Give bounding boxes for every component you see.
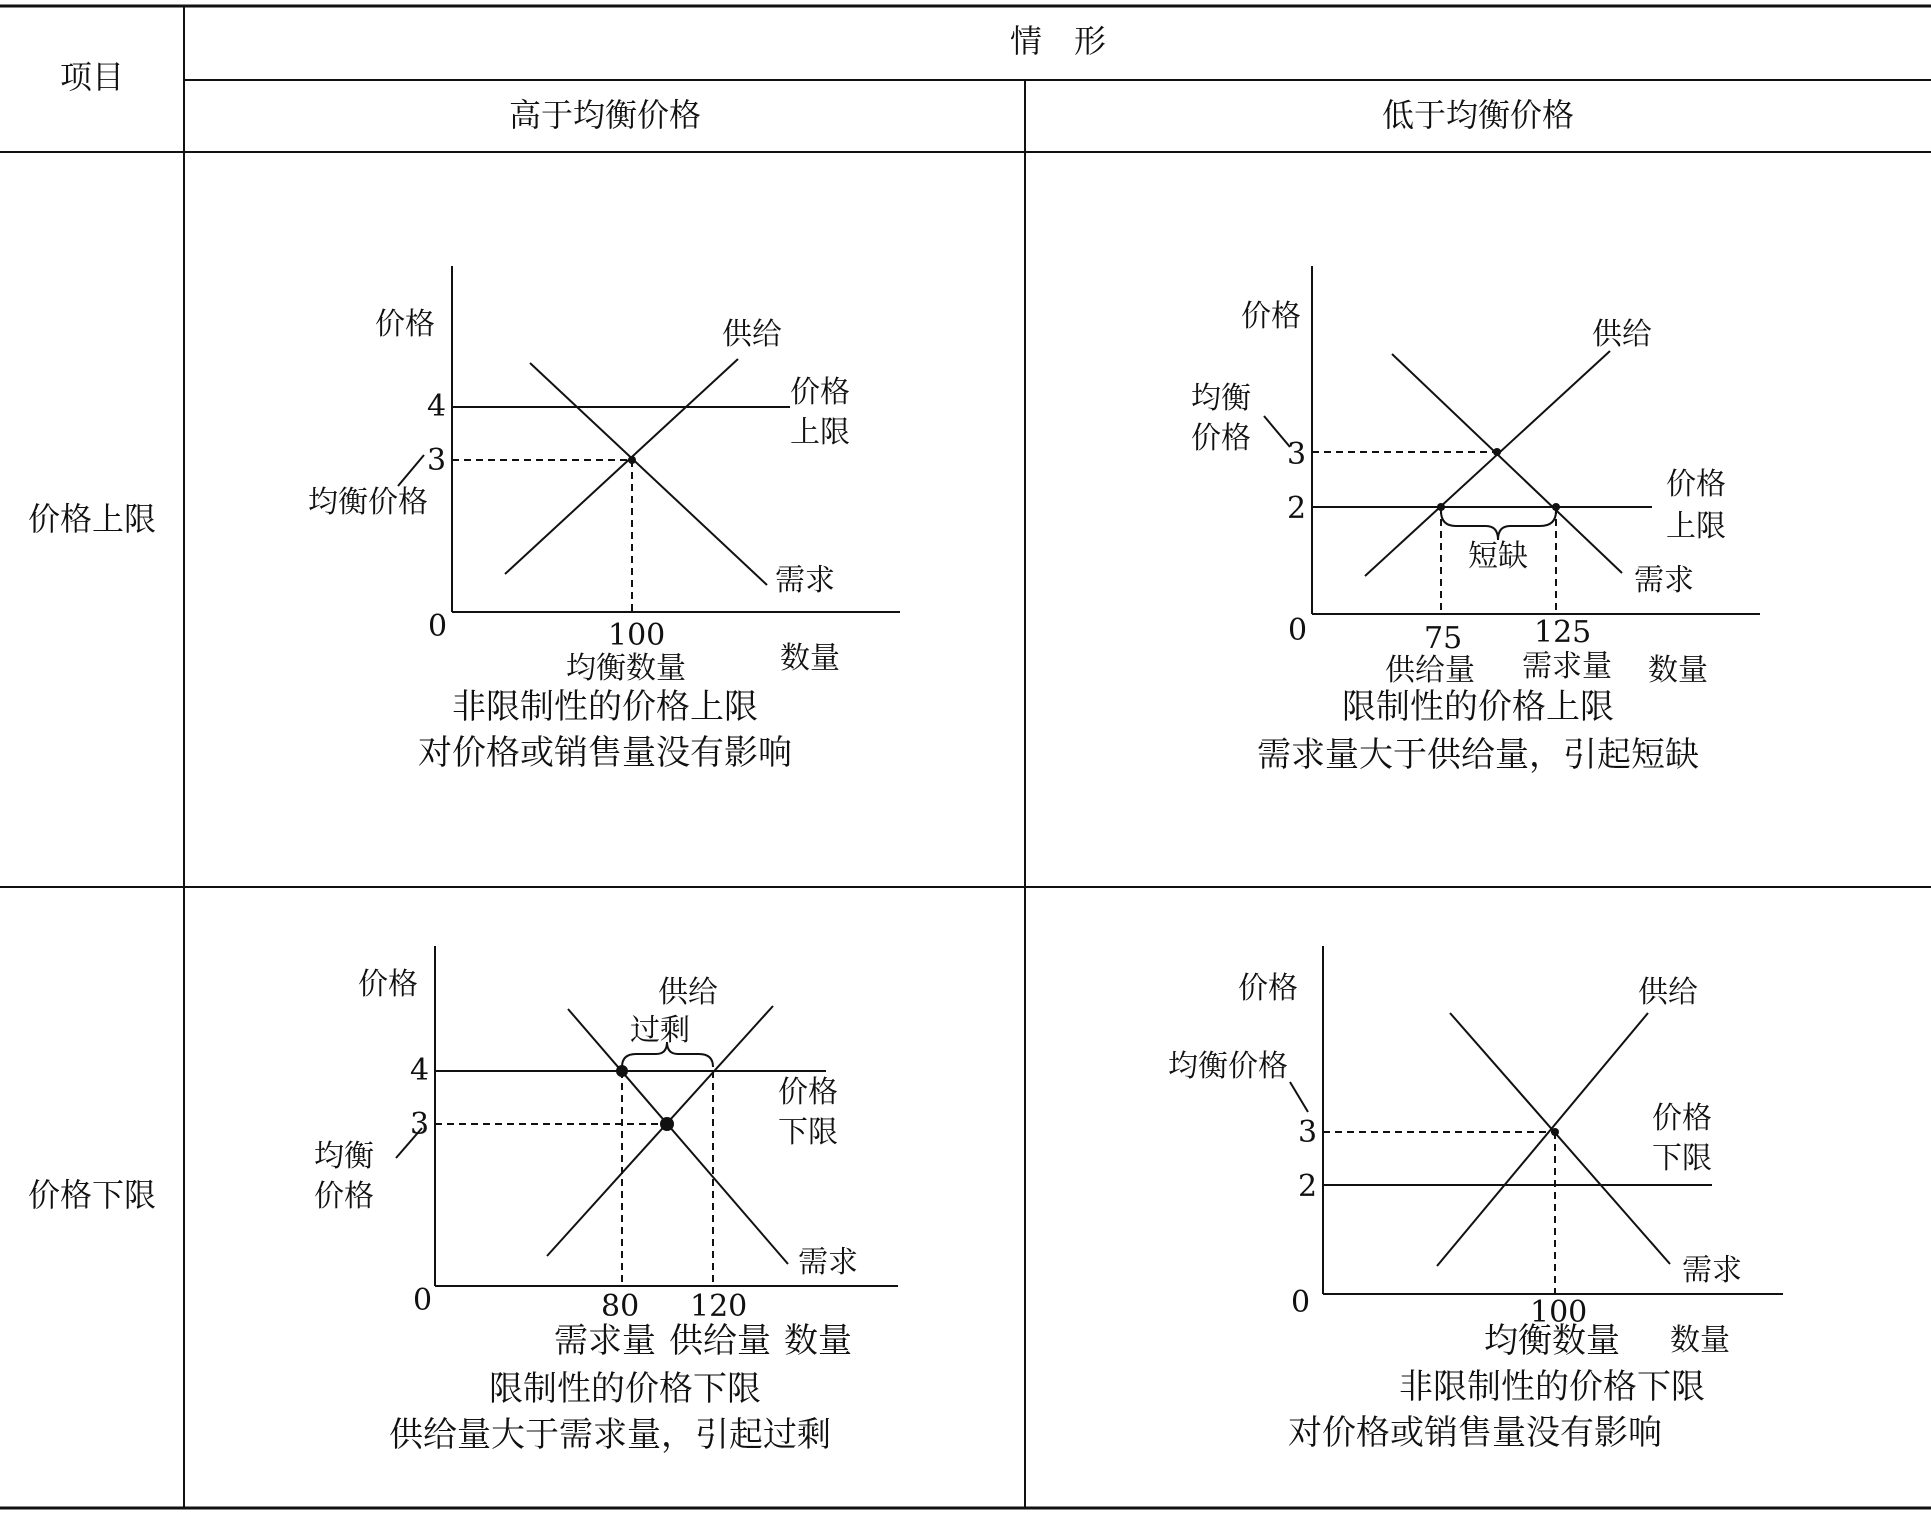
caption-line-2: 需求量大于供给量，引起短缺 [1257,735,1699,775]
price-ceiling-label-1: 价格 [790,375,850,410]
quantity-supplied-label: 供给量 [669,1321,771,1361]
x-axis-label: 数量 [784,1321,852,1361]
equilibrium-point [1551,1128,1559,1136]
equilibrium-price-label-2: 价格 [1191,421,1251,456]
price-ceiling-label-2: 上限 [790,415,850,450]
row-header-ceiling: 价格上限 [27,500,157,538]
x-axis-label: 数量 [1670,1323,1730,1358]
chart-ceiling-above [308,266,900,773]
caption-line-2: 供给量大于需求量，引起过剩 [389,1415,831,1455]
row-header-floor: 价格下限 [27,1176,157,1214]
demand-curve [530,363,767,585]
equilibrium-quantity-label: 均衡数量 [1484,1321,1620,1361]
equilibrium-point [628,456,636,464]
x-axis-label: 数量 [1648,653,1708,688]
quantity-demanded-label: 需求量 [554,1321,656,1361]
supply-label: 供给 [1638,975,1698,1010]
price-floor-demand-point [616,1065,628,1077]
x-axis-label: 数量 [780,641,840,676]
y-tick-3: 3 [1287,437,1307,472]
surplus-label: 过剩 [630,1013,690,1048]
y-tick-3: 3 [427,443,447,478]
y-tick-2: 2 [1287,491,1307,526]
origin-label: 0 [1291,1285,1311,1320]
equilibrium-quantity-label: 均衡数量 [566,651,686,686]
origin-label: 0 [1288,613,1308,648]
x-tick-120: 120 [690,1289,748,1324]
demand-label: 需求 [798,1245,858,1280]
caption-line-1: 非限制性的价格上限 [452,687,758,727]
supply-curve [1437,1013,1648,1266]
y-axis-label: 价格 [358,967,418,1002]
y-axis-label: 价格 [1241,299,1301,334]
origin-label: 0 [413,1283,433,1318]
chart-floor-above [314,946,898,1455]
equilibrium-price-label: 均衡价格 [1168,1049,1288,1084]
demanded-point [1552,503,1560,511]
price-floor-label-1: 价格 [778,1075,838,1110]
table-headers [28,22,1574,1214]
column-header-below: 低于均衡价格 [1381,96,1575,134]
supply-label: 供给 [658,975,718,1010]
y-axis-label: 价格 [1238,971,1298,1006]
equilibrium-pointer [398,455,424,486]
caption-line-1: 限制性的价格上限 [1342,687,1614,727]
equilibrium-point [660,1117,674,1131]
equilibrium-price-label-1: 均衡 [1191,381,1251,416]
equilibrium-point [1493,448,1501,456]
shortage-brace [1441,511,1556,540]
x-tick-75: 75 [1424,621,1463,656]
demand-curve [1450,1013,1670,1264]
x-tick-100: 100 [1530,1295,1588,1330]
demand-label: 需求 [1682,1253,1742,1288]
item-header: 项目 [59,58,125,96]
quantity-demanded-label: 需求量 [1522,649,1612,684]
price-ceiling-label-1: 价格 [1666,467,1726,502]
y-tick-3: 3 [1298,1115,1318,1150]
situation-header: 情 形 [1009,22,1107,60]
price-floor-label-2: 下限 [1652,1141,1712,1176]
caption-line-1: 限制性的价格下限 [489,1369,761,1409]
price-floor-label-2: 下限 [778,1115,838,1150]
caption-line-1: 非限制性的价格下限 [1399,1367,1705,1407]
price-floor-label-1: 价格 [1652,1101,1712,1136]
y-tick-3: 3 [410,1107,430,1142]
supply-curve [505,359,738,574]
equilibrium-pointer [1290,1082,1308,1112]
demand-label: 需求 [775,563,835,598]
shortage-label: 短缺 [1468,539,1528,574]
x-tick-100: 100 [608,618,666,653]
chart-floor-below [1168,946,1783,1453]
column-header-above: 高于均衡价格 [508,96,702,134]
y-axis-label: 价格 [375,307,435,342]
supplied-point [1437,503,1445,511]
demand-label: 需求 [1634,563,1694,598]
quantity-supplied-label: 供给量 [1385,653,1475,688]
x-tick-125: 125 [1534,615,1592,650]
caption-line-2: 对价格或销售量没有影响 [1288,1413,1662,1453]
equilibrium-price-label: 均衡价格 [308,485,428,520]
supply-label: 供给 [1592,317,1652,352]
x-tick-80: 80 [601,1289,640,1324]
chart-ceiling-below [1191,266,1760,775]
y-tick-4: 4 [427,389,447,424]
caption-line-2: 对价格或销售量没有影响 [418,733,792,773]
price-ceiling-label-2: 上限 [1666,509,1726,544]
origin-label: 0 [428,609,448,644]
supply-label: 供给 [722,317,782,352]
equilibrium-price-label-2: 价格 [314,1179,374,1214]
y-tick-4: 4 [410,1053,430,1088]
equilibrium-price-label-1: 均衡 [314,1139,374,1174]
y-tick-2: 2 [1298,1169,1318,1204]
